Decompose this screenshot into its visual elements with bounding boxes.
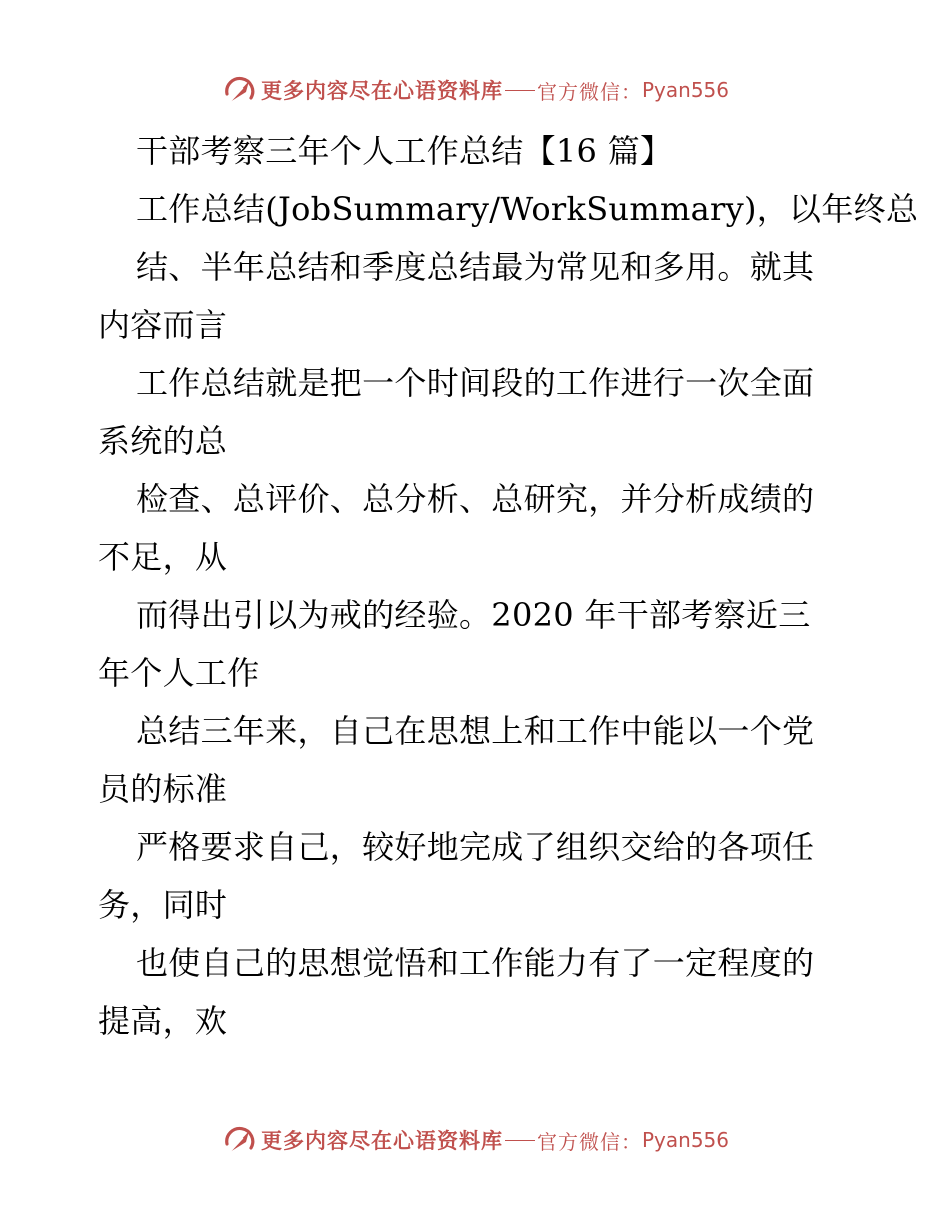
- text-line: 严格要求自己，较好地完成了组织交给的各项任: [136, 828, 815, 866]
- text-line: 员的标准: [98, 770, 228, 808]
- document-body: [98, 122, 919, 1050]
- text-line: 内容而言: [98, 306, 228, 344]
- text-line: 不足，从: [98, 538, 228, 576]
- quill-logo-icon: [221, 1122, 257, 1158]
- text-line: 工作总结就是把一个时间段的工作进行一次全面: [136, 364, 815, 402]
- banner-dash: [505, 90, 535, 91]
- text-line: 工作总结(JobSummary/WorkSummary)，以年终总: [136, 190, 919, 228]
- quill-logo-icon: [221, 72, 257, 108]
- wechat-id: Pyan556: [641, 1128, 729, 1152]
- text-line: 检查、总评价、总分析、总研究，并分析成绩的: [136, 480, 815, 518]
- text-line: 务，同时: [98, 886, 228, 924]
- text-line: 年个人工作: [98, 654, 260, 692]
- text-line: 干部考察三年个人工作总结【16 篇】: [136, 132, 673, 170]
- wechat-label: 官方微信：: [536, 79, 642, 104]
- text-line: 结、半年总结和季度总结最为常见和多用。就其: [136, 248, 815, 286]
- text-line: 而得出引以为戒的经验。2020 年干部考察近三: [136, 596, 811, 634]
- text-line: 提高，欢: [98, 1002, 228, 1040]
- brand-text: 更多内容尽在心语资料库: [260, 78, 503, 103]
- footer-banner: [0, 1120, 950, 1160]
- banner-dash: [505, 1140, 535, 1141]
- brand-text: 更多内容尽在心语资料库: [260, 1128, 503, 1153]
- text-line: 总结三年来，自己在思想上和工作中能以一个党: [136, 712, 815, 750]
- header-banner: [0, 70, 950, 110]
- wechat-label: 官方微信：: [536, 1129, 642, 1154]
- text-line: 系统的总: [98, 422, 228, 460]
- text-line: 也使自己的思想觉悟和工作能力有了一定程度的: [136, 944, 815, 982]
- wechat-id: Pyan556: [641, 78, 729, 102]
